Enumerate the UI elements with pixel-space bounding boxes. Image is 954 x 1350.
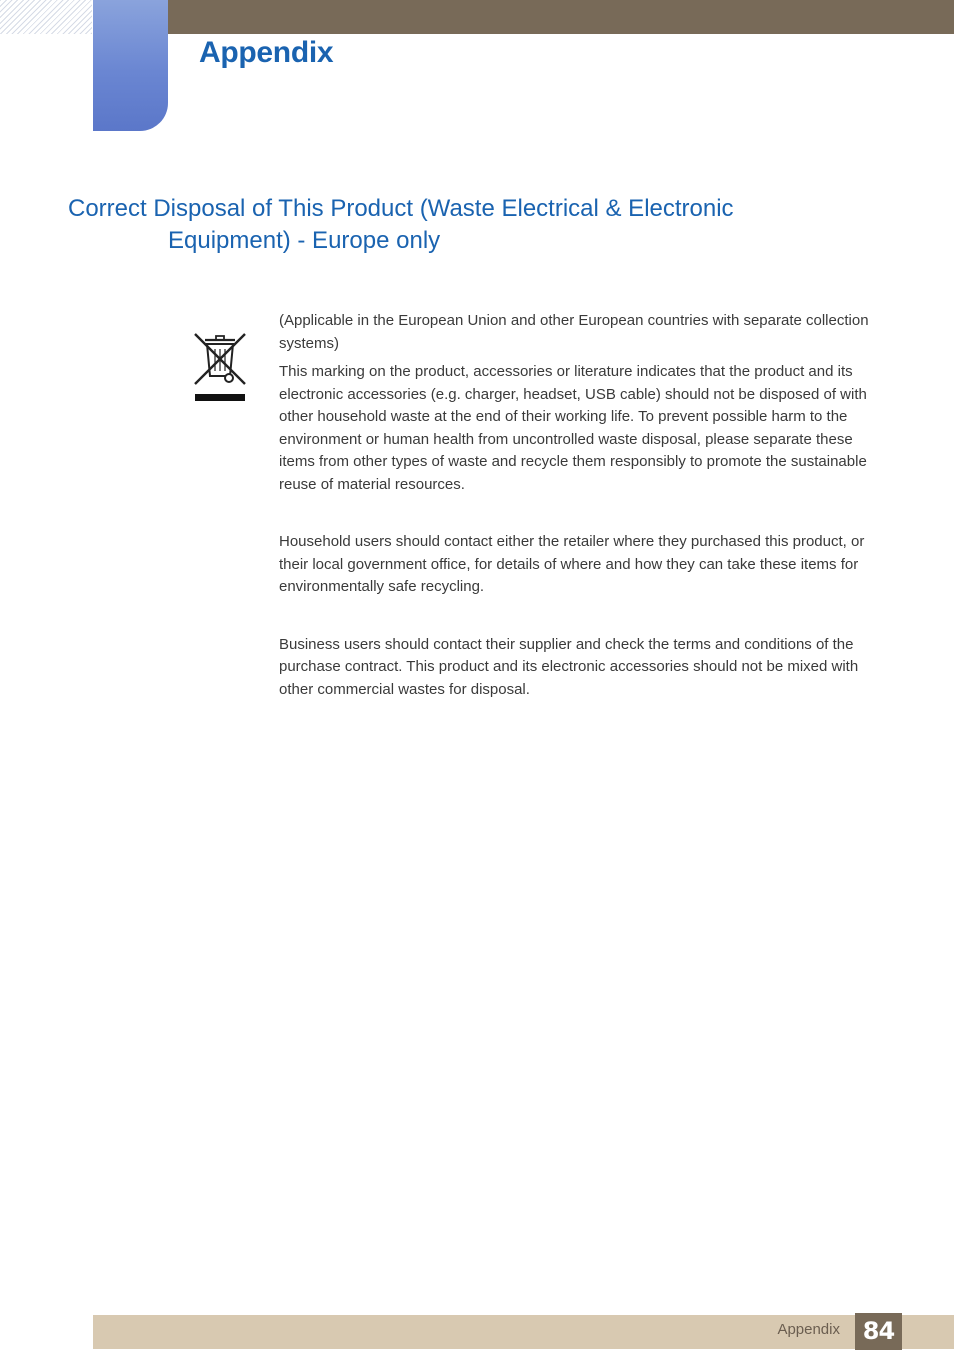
header-hatch-pattern	[0, 0, 92, 34]
section-title	[68, 193, 898, 257]
page-number: 84	[855, 1313, 902, 1350]
chapter-tab	[93, 0, 168, 131]
section-title-line1: Correct Disposal of This Product (Waste Electrical & Electronic	[68, 195, 734, 222]
paragraph-household-users: Household users should contact either the retailer where they purchased this product, or their local government office, for details of where and how they can take these items for environmentally safe recycling.	[279, 533, 865, 595]
section-title-line2: Equipment) - Europe only	[168, 227, 441, 254]
paragraph-applicability: (Applicable in the European Union and other European countries with separate collection systems)	[279, 312, 869, 352]
paragraph-marking: This marking on the product, accessories or literature indicates that the product and its electronic accessories (e.g. charger, headset, USB cable) should not be disposed of with other household waste at the end of their working life. To prevent possible harm to the environment or human health from uncontrolled waste disposal, please separate these items from other types of waste and recycle them responsibly to promote the sustainable reuse of material resources.	[279, 363, 867, 493]
body-content	[279, 310, 883, 701]
header-bar	[168, 0, 954, 34]
chapter-title: Appendix	[199, 36, 334, 69]
paragraph-business-users: Business users should contact their supplier and check the terms and conditions of the purchase contract. This product and its electronic accessories should not be mixed with other commercial wastes for disposal.	[279, 635, 859, 698]
footer-label: Appendix	[777, 1321, 840, 1338]
crossed-out-wheelie-bin-icon	[191, 328, 249, 406]
